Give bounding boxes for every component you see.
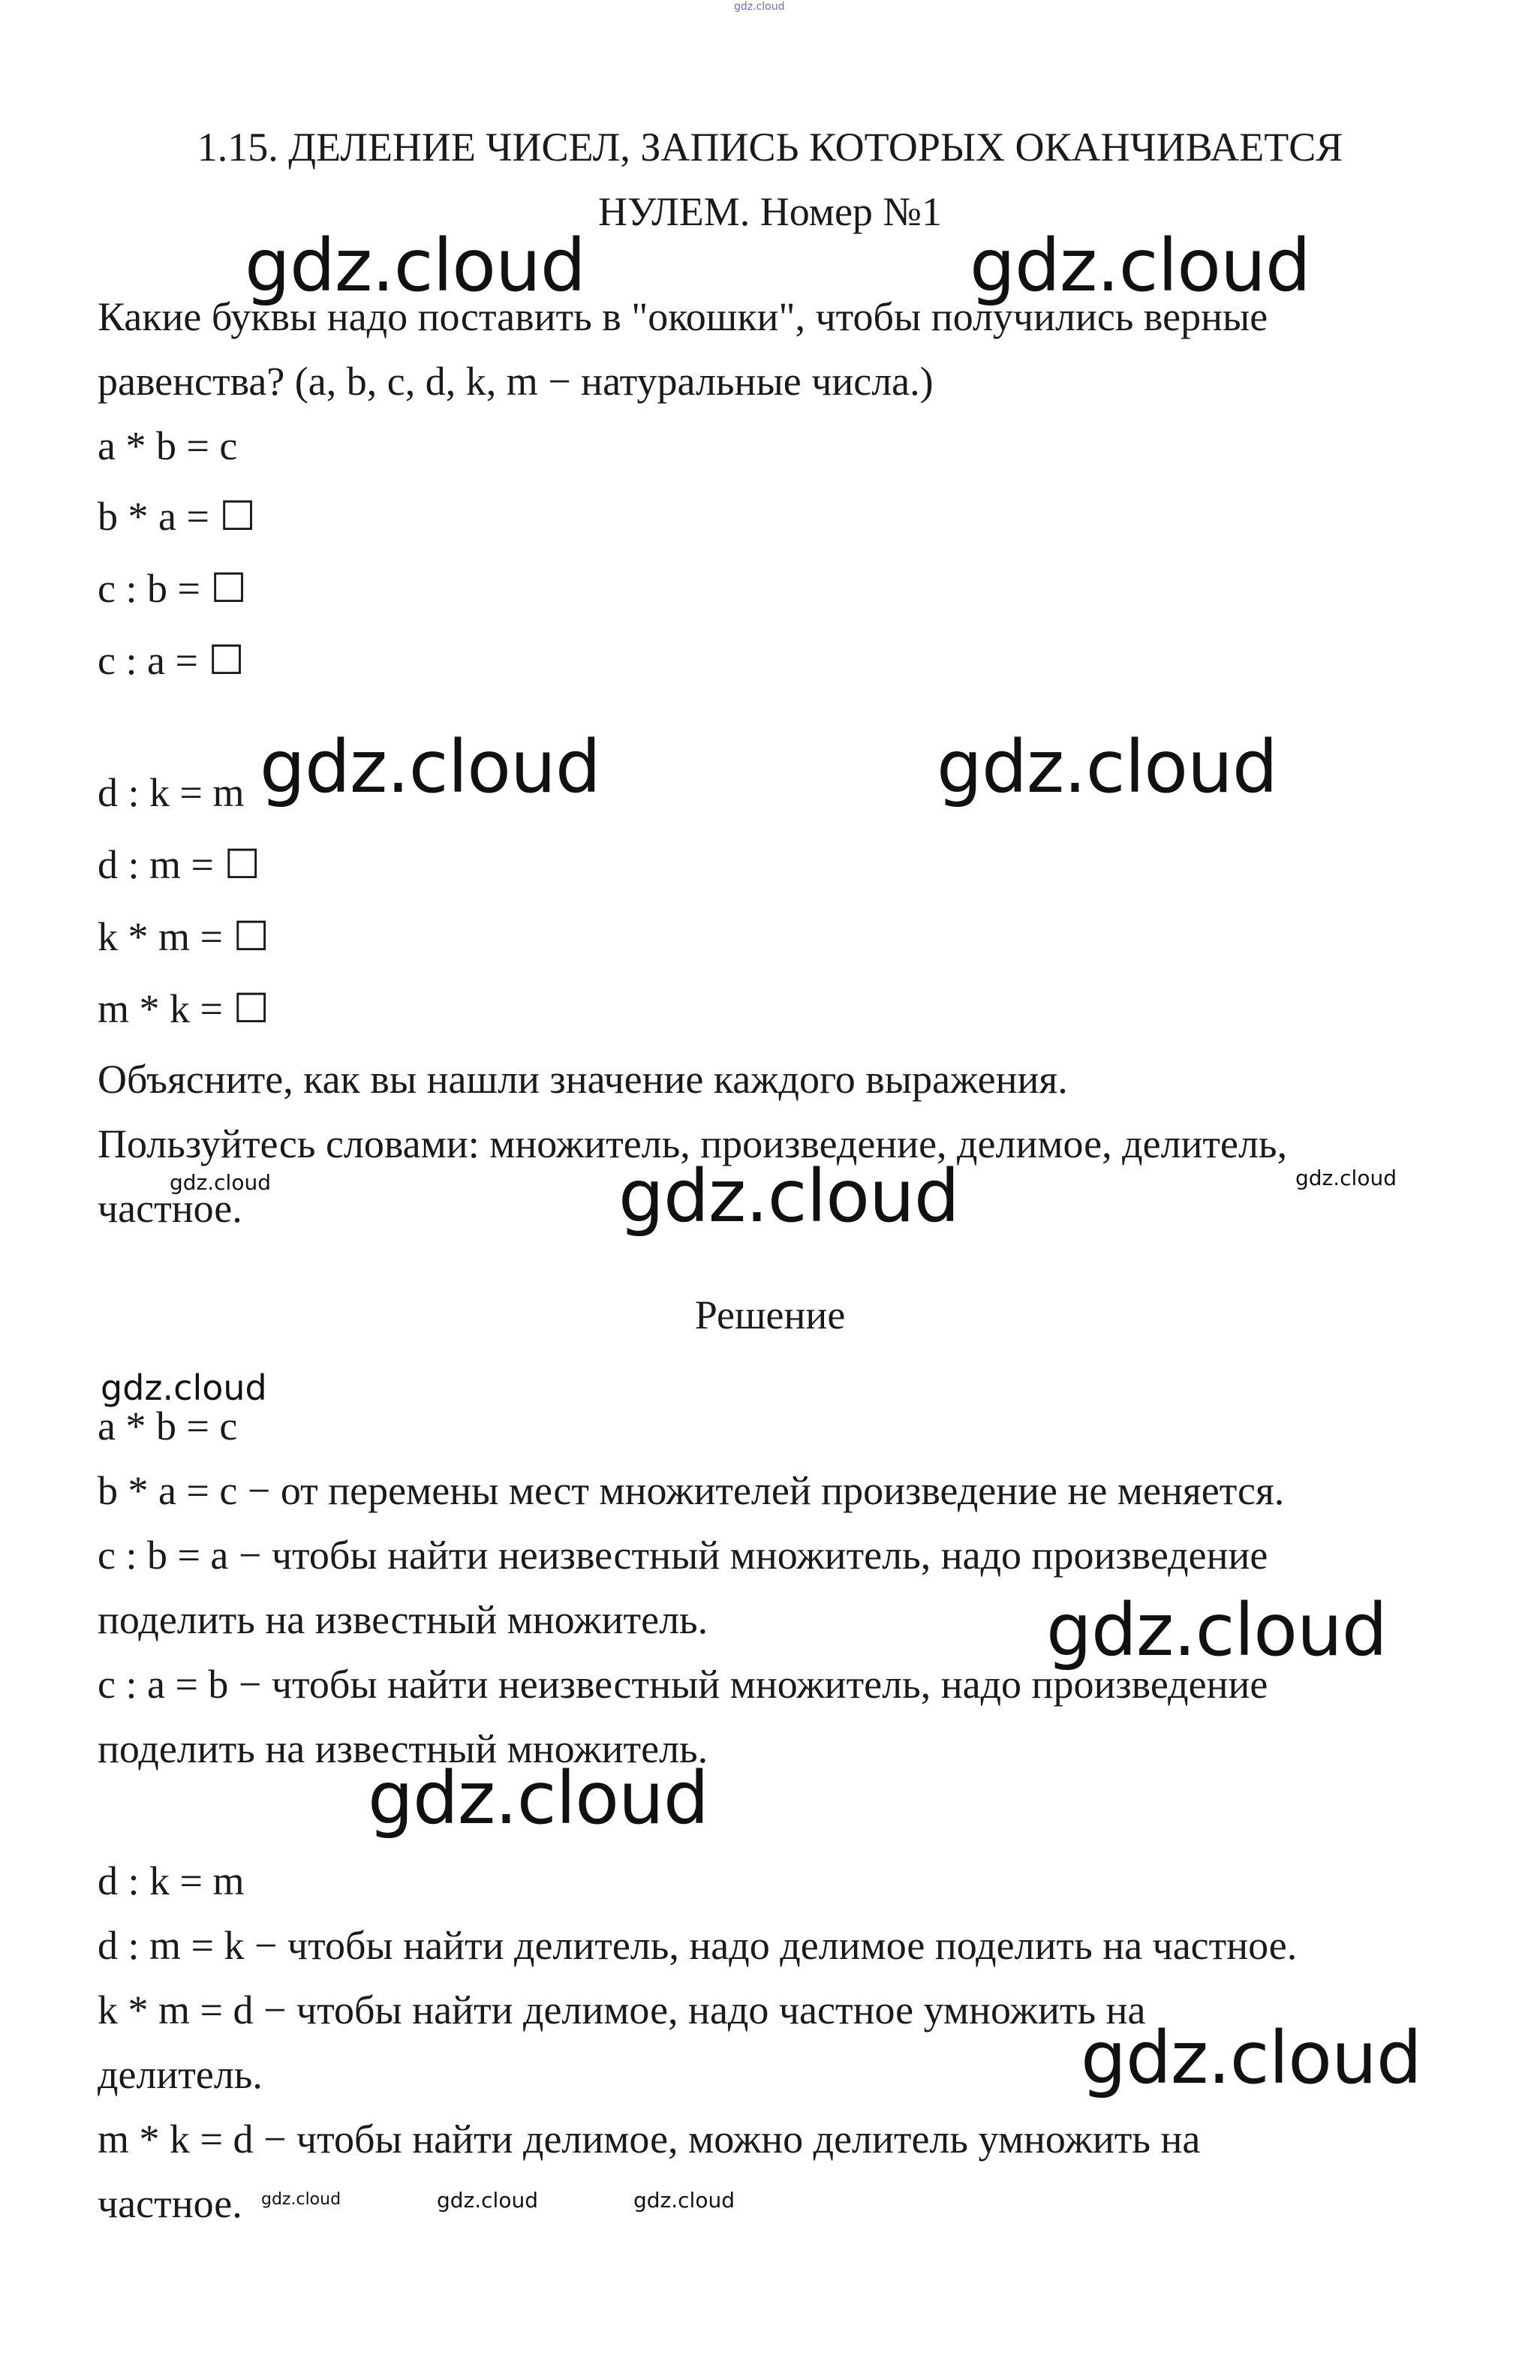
watermark: gdz.cloud bbox=[437, 2188, 538, 2213]
solution-line-2: b * a = c − от перемены мест множителей произведение не меняется. bbox=[98, 1468, 1285, 1513]
watermark: gdz.cloud bbox=[245, 224, 585, 308]
watermark: gdz.cloud bbox=[1046, 1588, 1387, 1672]
task-equation-8: m * k = ☐ bbox=[98, 986, 269, 1031]
solution-line-5: d : k = m bbox=[98, 1858, 245, 1903]
watermark: gdz.cloud bbox=[618, 1154, 959, 1238]
watermark: gdz.cloud bbox=[1295, 1166, 1397, 1190]
page-title-line1: 1.15. ДЕЛЕНИЕ ЧИСЕЛ, ЗАПИСЬ КОТОРЫХ ОКАНЧИВАЕТСЯ bbox=[197, 125, 1343, 170]
watermark: gdz.cloud bbox=[368, 1756, 708, 1840]
solution-line-6: d : m = k − чтобы найти делитель, надо делимое поделить на частное. bbox=[98, 1923, 1298, 1968]
task-words-line2: частное. bbox=[98, 1186, 242, 1231]
task-equation-7: k * m = ☐ bbox=[98, 914, 269, 959]
task-equation-3: c : b = ☐ bbox=[98, 566, 247, 611]
task-intro-line1: Какие буквы надо поставить в "окошки", чтобы получились верные bbox=[98, 294, 1268, 339]
watermark: gdz.cloud bbox=[260, 725, 600, 809]
solution-line-7a: k * m = d − чтобы найти делимое, надо частное умножить на bbox=[98, 1987, 1146, 2032]
watermark: gdz.cloud bbox=[1081, 2016, 1421, 2100]
watermark: gdz.cloud bbox=[170, 1170, 271, 1195]
solution-line-1: a * b = c bbox=[98, 1404, 238, 1449]
watermark: gdz.cloud bbox=[937, 725, 1277, 809]
watermark: gdz.cloud bbox=[101, 1368, 267, 1408]
task-intro-line2: равенства? (a, b, c, d, k, m − натуральные числа.) bbox=[98, 359, 934, 404]
solution-line-8a: m * k = d − чтобы найти делимое, можно делитель умножить на bbox=[98, 2117, 1201, 2162]
task-equation-5: d : k = m bbox=[98, 770, 245, 815]
watermark: gdz.cloud bbox=[970, 224, 1310, 308]
top-watermark: gdz.cloud bbox=[734, 1, 785, 13]
task-equation-1: a * b = c bbox=[98, 423, 238, 468]
solution-line-8b: частное. bbox=[98, 2181, 242, 2226]
page-title-line2: НУЛЕМ. Номер №1 bbox=[598, 189, 942, 234]
task-equation-6: d : m = ☐ bbox=[98, 842, 260, 887]
task-equation-2: b * a = ☐ bbox=[98, 494, 256, 539]
task-words-line1: Пользуйтесь словами: множитель, произведение, делимое, делитель, bbox=[98, 1121, 1288, 1166]
solution-heading: Решение bbox=[694, 1292, 846, 1337]
solution-line-4a: c : a = b − чтобы найти неизвестный множитель, надо произведение bbox=[98, 1662, 1268, 1707]
task-equation-4: c : a = ☐ bbox=[98, 638, 245, 683]
solution-line-3a: c : b = a − чтобы найти неизвестный множитель, надо произведение bbox=[98, 1533, 1268, 1578]
solution-line-4b: поделить на известный множитель. bbox=[98, 1726, 708, 1771]
task-explain: Объясните, как вы нашли значение каждого выражения. bbox=[98, 1057, 1068, 1102]
solution-line-7b: делитель. bbox=[98, 2052, 263, 2097]
watermark: gdz.cloud bbox=[633, 2188, 735, 2213]
watermark: gdz.cloud bbox=[261, 2190, 341, 2209]
solution-line-3b: поделить на известный множитель. bbox=[98, 1597, 708, 1642]
